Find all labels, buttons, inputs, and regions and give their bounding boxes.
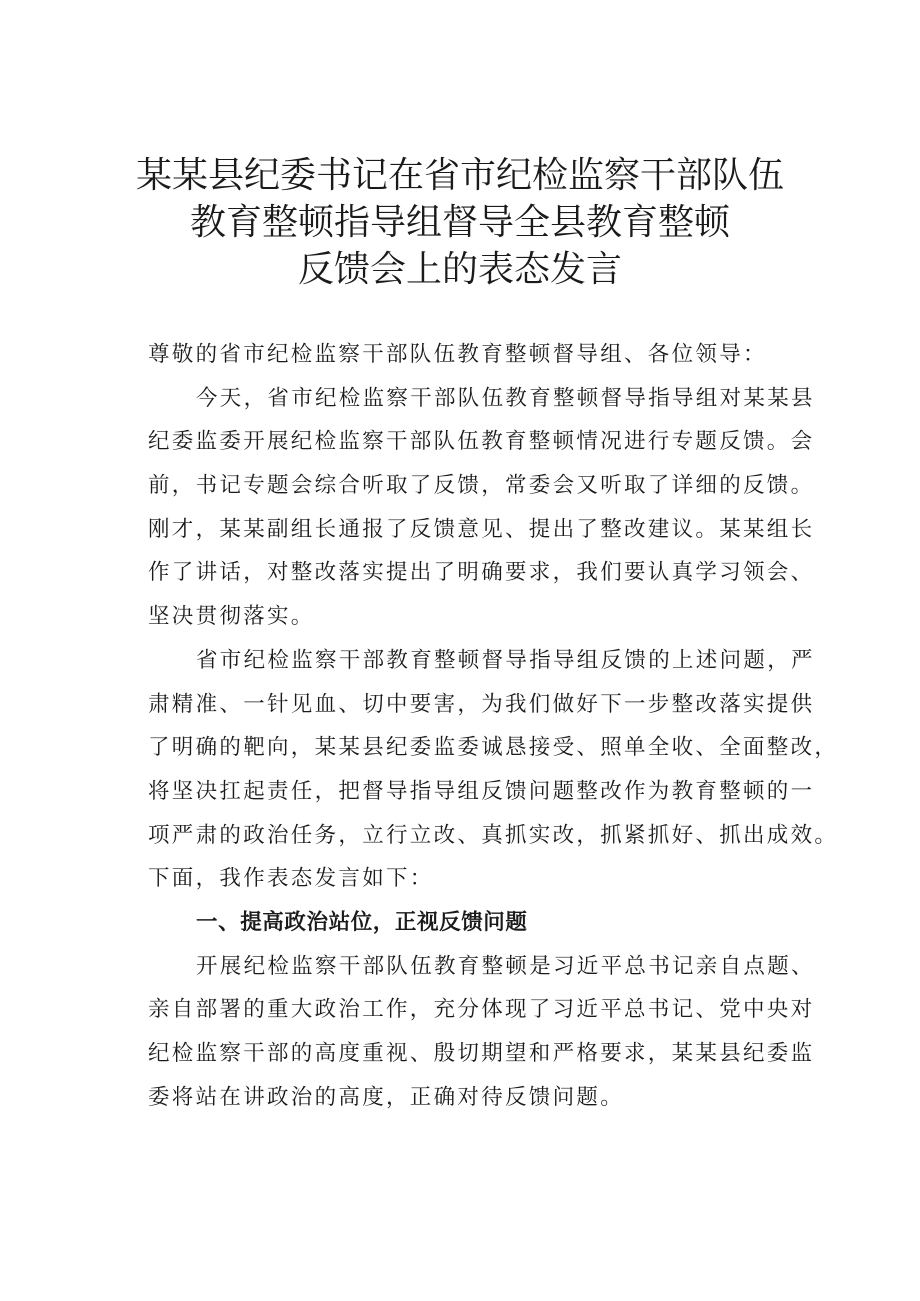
paragraph-line: 将坚决扛起责任，把督导指导组反馈问题整改作为教育整顿的一 [148,778,815,804]
paragraph-line: 前，书记专题会综合听取了反馈，常委会又听取了详细的反馈。 [148,473,815,499]
paragraph-line: 肃精准、一针见血、切中要害，为我们做好下一步整改落实提供 [148,691,815,717]
title-line: 某某县纪委书记在省市纪检监察干部队伍 [135,155,784,196]
paragraph-line: 坚决贯彻落实。 [148,604,315,630]
paragraph-line: 省市纪检监察干部教育整顿督导指导组反馈的上述问题，严 [196,647,815,673]
paragraph-line: 作了讲话，对整改落实提出了明确要求，我们要认真学习领会、 [148,560,815,586]
paragraph-line: 纪检监察干部的高度重视、殷切期望和严格要求，某某县纪委监 [148,1041,815,1066]
paragraph-line: 委将站在讲政治的高度，正确对待反馈问题。 [148,1084,625,1110]
section-heading: 一、提高政治站位，正视反馈问题 [196,909,528,935]
title-line: 教育整顿指导组督导全县教育整顿 [189,202,730,243]
document-body [148,333,839,1119]
paragraph-2 [148,639,839,901]
salutation: 尊敬的省市纪检监察干部队伍教育整顿督导组、各位领导： [148,342,767,367]
document-title [100,152,820,293]
paragraph-line: 刚才，某某副组长通报了反馈意见、提出了整改建议。某某组长 [148,516,815,542]
title-line: 反馈会上的表态发言 [297,249,622,290]
paragraph-line: 开展纪检监察干部队伍教育整顿是习近平总书记亲自点题、 [196,953,815,979]
paragraph-line: 下面，我作表态发言如下： [148,866,434,892]
paragraph-line: 亲自部署的重大政治工作，充分体现了习近平总书记、党中央对 [148,997,815,1023]
paragraph-line: 项严肃的政治任务，立行立改、真抓实改，抓紧抓好、抓出成效。 [148,822,839,848]
paragraph-line: 纪委监委开展纪检监察干部队伍教育整顿情况进行专题反馈。会 [148,429,815,455]
paragraph-line: 今天，省市纪检监察干部队伍教育整顿督导指导组对某某县 [196,385,815,411]
paragraph-line: 了明确的靶向，某某县纪委监委诚恳接受、照单全收、全面整改， [148,735,839,761]
paragraph-3 [148,945,815,1120]
paragraph-1 [148,377,815,639]
